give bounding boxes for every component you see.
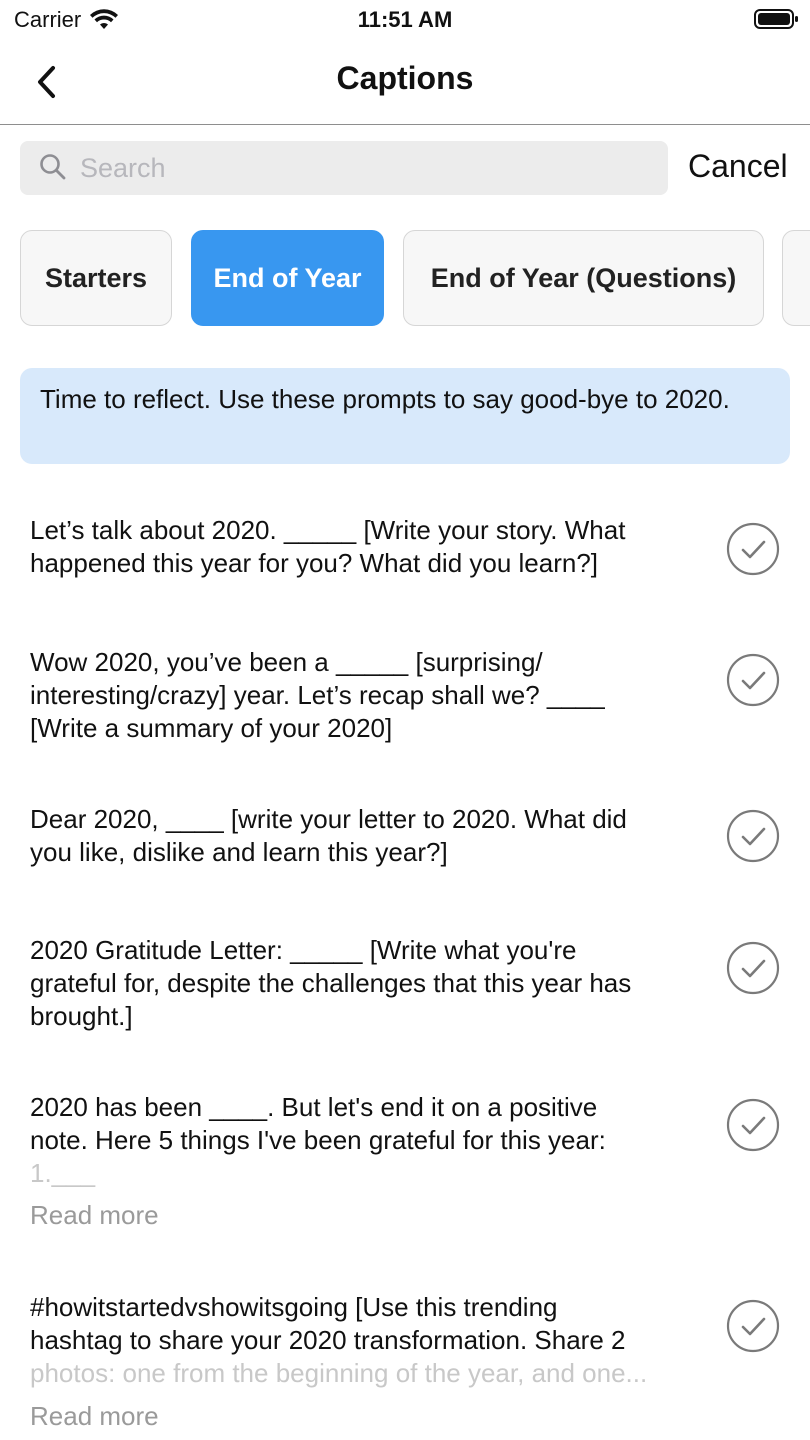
category-description-banner: Time to reflect. Use these prompts to say good-bye to 2020.	[20, 368, 790, 464]
chip-end-of-year-questions[interactable]: End of Year (Questions)	[403, 230, 764, 326]
status-time: 11:51 AM	[357, 7, 453, 32]
caption-text	[30, 1291, 710, 1390]
nav-bar	[0, 40, 810, 125]
caption-line: brought.]	[30, 1001, 133, 1031]
caption-line: [Write a summary of your 2020]	[30, 713, 393, 743]
check-circle-icon[interactable]	[726, 522, 780, 576]
caption-text	[30, 646, 710, 745]
caption-line: #howitstartedvshowitsgoing [Use this trending	[30, 1292, 558, 1322]
check-circle-icon[interactable]	[726, 653, 780, 707]
battery-icon	[754, 8, 800, 30]
read-more-link[interactable]: Read more	[30, 1200, 159, 1230]
caption-text	[30, 1091, 710, 1190]
status-bar	[0, 0, 810, 40]
chip-next-partial[interactable]	[782, 230, 810, 326]
search-icon	[38, 152, 68, 182]
caption-line: Let’s talk about 2020. _____ [Write your story. What	[30, 515, 626, 545]
caption-text	[30, 514, 710, 580]
search-bar[interactable]	[20, 141, 668, 195]
caption-line: 2020 has been ____. But let's end it on a positive	[30, 1092, 598, 1122]
chip-starters[interactable]: Starters	[20, 230, 172, 326]
cancel-button[interactable]: Cancel	[688, 148, 788, 184]
caption-line: happened this year for you? What did you learn?]	[30, 548, 599, 578]
check-circle-icon[interactable]	[726, 1098, 780, 1152]
page-title: Captions	[336, 60, 474, 96]
caption-line-truncated: 1.___	[30, 1158, 96, 1188]
carrier-label: Carrier	[14, 7, 82, 32]
caption-line: interesting/crazy] year. Let’s recap shall we? ____	[30, 680, 605, 710]
caption-text	[30, 803, 710, 869]
check-circle-icon[interactable]	[726, 941, 780, 995]
caption-line: Dear 2020, ____ [write your letter to 2020. What did	[30, 804, 627, 834]
caption-line-truncated: photos: one from the beginning of the year, and one...	[30, 1358, 648, 1388]
caption-line: 2020 Gratitude Letter: _____ [Write what you're	[30, 935, 577, 965]
check-circle-icon[interactable]	[726, 809, 780, 863]
read-more-link[interactable]: Read more	[30, 1401, 159, 1431]
caption-text	[30, 934, 710, 1033]
caption-line: note. Here 5 things I've been grateful for this year:	[30, 1125, 606, 1155]
search-input[interactable]	[80, 141, 650, 195]
caption-line: grateful for, despite the challenges that this year has	[30, 968, 632, 998]
caption-line: you like, dislike and learn this year?]	[30, 837, 448, 867]
category-chips	[0, 230, 810, 330]
check-circle-icon[interactable]	[726, 1299, 780, 1353]
chip-end-of-year[interactable]: End of Year	[191, 230, 384, 326]
caption-line: Wow 2020, you’ve been a _____ [surprising/	[30, 647, 543, 677]
caption-line: hashtag to share your 2020 transformation. Share 2	[30, 1325, 626, 1355]
